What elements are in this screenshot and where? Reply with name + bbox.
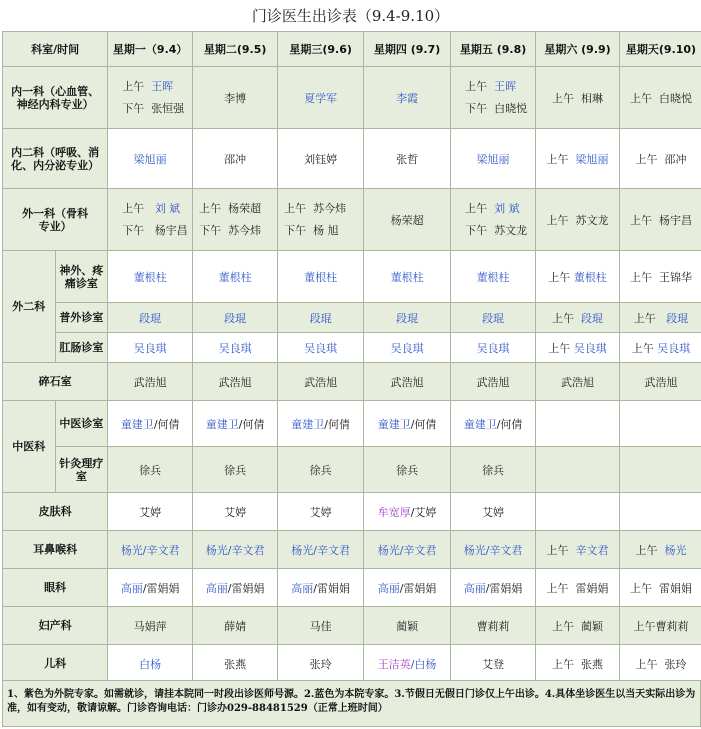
schedule-cell: 上午曹莉莉 — [620, 607, 701, 645]
schedule-cell: 上午 王晖 下午 白晓悦 — [451, 67, 536, 129]
schedule-cell: 马娟萍 — [108, 607, 193, 645]
schedule-cell: 董根柱 — [108, 251, 193, 303]
schedule-cell: 上午 雷娟娟 — [620, 569, 701, 607]
schedule-cell: 上午 吴良琪 — [620, 333, 701, 363]
schedule-cell: 白杨 — [108, 645, 193, 683]
schedule-cell: 董根柱 — [451, 251, 536, 303]
schedule-cell: 上午 段琨 — [620, 303, 701, 333]
schedule-cell-empty — [620, 401, 701, 447]
col-header-mon: 星期一（9.4） — [108, 32, 193, 67]
subdept-label: 普外诊室 — [55, 303, 108, 333]
dept-label: 妇产科 — [3, 607, 108, 645]
table-row — [3, 493, 701, 531]
schedule-cell: 上午 王晖 下午 张恒强 — [108, 67, 193, 129]
table-row — [3, 189, 701, 251]
dept-label: 耳鼻喉科 — [3, 531, 108, 569]
table-row — [3, 531, 701, 569]
table-row — [3, 333, 701, 363]
schedule-cell: 曹莉莉 — [451, 607, 536, 645]
dept-label: 内一科（心血管、神经内科专业） — [3, 67, 108, 129]
schedule-cell: 上午 苏今炜 下午 杨 旭 — [278, 189, 364, 251]
schedule-cell: 段琨 — [364, 303, 451, 333]
schedule-cell: 李霞 — [364, 67, 451, 129]
schedule-cell: 童建卫/何倩 — [193, 401, 278, 447]
table-row — [3, 401, 701, 447]
schedule-cell: 邵冲 — [193, 129, 278, 189]
schedule-cell: 上午 杨宇昌 — [620, 189, 701, 251]
schedule-cell: 牟宽厚/艾婷 — [364, 493, 451, 531]
header-row — [3, 32, 701, 67]
schedule-cell: 上午 王锦华 — [620, 251, 701, 303]
schedule-cell: 上午 杨光 — [620, 531, 701, 569]
col-header-wed: 星期三(9.6) — [278, 32, 364, 67]
schedule-cell: 杨光/辛文君 — [193, 531, 278, 569]
schedule-cell: 上午 张燕 — [536, 645, 620, 683]
schedule-cell: 段琨 — [193, 303, 278, 333]
dept-label: 外二科 — [3, 251, 56, 363]
schedule-cell: 董根柱 — [278, 251, 364, 303]
schedule-cell: 张燕 — [193, 645, 278, 683]
schedule-cell: 艾婷 — [451, 493, 536, 531]
schedule-cell: 张玲 — [278, 645, 364, 683]
schedule-cell: 上午 刘 斌 下午 苏文龙 — [451, 189, 536, 251]
col-header-sat: 星期六 (9.9) — [536, 32, 620, 67]
schedule-cell: 段琨 — [451, 303, 536, 333]
schedule-cell: 吴良琪 — [193, 333, 278, 363]
dept-label: 中医科 — [3, 401, 56, 493]
schedule-cell: 上午 蔺颖 — [536, 607, 620, 645]
table-row — [3, 645, 701, 683]
schedule-cell: 徐兵 — [364, 447, 451, 493]
schedule-cell: 上午 吴良琪 — [536, 333, 620, 363]
dept-label: 外一科（骨科专业） — [3, 189, 108, 251]
schedule-cell: 蔺颖 — [364, 607, 451, 645]
schedule-cell: 高丽/雷娟娟 — [364, 569, 451, 607]
schedule-cell: 童建卫/何倩 — [364, 401, 451, 447]
schedule-cell: 梁旭丽 — [108, 129, 193, 189]
subdept-label: 肛肠诊室 — [55, 333, 108, 363]
page-title: 门诊医生出诊表（9.4-9.10） — [251, 7, 450, 25]
col-header-sun: 星期天(9.10) — [620, 32, 701, 67]
schedule-cell: 徐兵 — [278, 447, 364, 493]
schedule-cell: 吴良琪 — [451, 333, 536, 363]
table-row — [3, 607, 701, 645]
schedule-cell: 武浩旭 — [108, 363, 193, 401]
schedule-cell: 童建卫/何倩 — [108, 401, 193, 447]
schedule-cell: 上午 刘 斌 下午 杨宇昌 — [108, 189, 193, 251]
schedule-cell: 吴良琪 — [108, 333, 193, 363]
schedule-cell: 武浩旭 — [451, 363, 536, 401]
schedule-cell-empty — [536, 447, 620, 493]
schedule-cell: 上午 辛文君 — [536, 531, 620, 569]
col-header-thu: 星期四 (9.7) — [364, 32, 451, 67]
schedule-cell: 上午 白晓悦 — [620, 67, 701, 129]
schedule-cell: 徐兵 — [451, 447, 536, 493]
table-row — [3, 569, 701, 607]
col-header-dept: 科室/时间 — [3, 32, 108, 67]
schedule-cell: 夏学军 — [278, 67, 364, 129]
schedule-cell: 上午 雷娟娟 — [536, 569, 620, 607]
schedule-cell: 梁旭丽 — [451, 129, 536, 189]
schedule-cell: 杨光/辛文君 — [278, 531, 364, 569]
dept-label: 碎石室 — [3, 363, 108, 401]
subdept-label: 中医诊室 — [55, 401, 108, 447]
schedule-cell: 段琨 — [278, 303, 364, 333]
schedule-cell: 高丽/雷娟娟 — [278, 569, 364, 607]
schedule-cell: 武浩旭 — [620, 363, 701, 401]
col-header-tue: 星期二(9.5) — [193, 32, 278, 67]
schedule-cell: 上午 邵冲 — [620, 129, 701, 189]
schedule-cell: 张哲 — [364, 129, 451, 189]
table-row — [3, 303, 701, 333]
schedule-cell: 上午 董根柱 — [536, 251, 620, 303]
schedule-cell: 薛婧 — [193, 607, 278, 645]
schedule-cell: 马佳 — [278, 607, 364, 645]
schedule-cell: 武浩旭 — [193, 363, 278, 401]
schedule-cell: 上午 张玲 — [620, 645, 701, 683]
schedule-cell-empty — [620, 493, 701, 531]
schedule-cell: 高丽/雷娟娟 — [193, 569, 278, 607]
subdept-label: 神外、疼痛诊室 — [55, 251, 108, 303]
schedule-cell: 童建卫/何倩 — [278, 401, 364, 447]
schedule-cell: 上午 梁旭丽 — [536, 129, 620, 189]
schedule-cell: 上午 相琳 — [536, 67, 620, 129]
schedule-cell: 艾婷 — [108, 493, 193, 531]
schedule-cell: 杨荣超 — [364, 189, 451, 251]
schedule-cell: 艾婷 — [278, 493, 364, 531]
subdept-label: 针灸理疗室 — [55, 447, 108, 493]
footer-note: 1、紫色为外院专家。如需就诊，请挂本院同一时段出诊医师号源。2.蓝色为本院专家。3.节假日无假日门诊仅上午出诊。4.具体坐诊医生以当天实际出诊为准，如有变动，敬请谅解。门诊咨询电话：门诊办029-88481529（正常上班时间） — [2, 680, 701, 727]
schedule-cell: 刘钰婷 — [278, 129, 364, 189]
schedule-cell: 武浩旭 — [278, 363, 364, 401]
schedule-cell-empty — [536, 493, 620, 531]
schedule-cell: 上午 段琨 — [536, 303, 620, 333]
schedule-cell: 王洁英/白杨 — [364, 645, 451, 683]
schedule-cell-empty — [620, 447, 701, 493]
schedule-cell: 艾登 — [451, 645, 536, 683]
table-row — [3, 67, 701, 129]
schedule-cell: 武浩旭 — [364, 363, 451, 401]
schedule-cell: 杨光/辛文君 — [451, 531, 536, 569]
dept-label: 内二科（呼吸、消化、内分泌专业） — [3, 129, 108, 189]
table-row — [3, 251, 701, 303]
schedule-cell: 高丽/雷娟娟 — [108, 569, 193, 607]
table-row — [3, 447, 701, 493]
schedule-cell: 杨光/辛文君 — [364, 531, 451, 569]
schedule-cell: 徐兵 — [108, 447, 193, 493]
schedule-table — [2, 31, 701, 683]
schedule-cell: 徐兵 — [193, 447, 278, 493]
schedule-cell: 上午 杨荣超 下午 苏今炜 — [193, 189, 278, 251]
schedule-cell: 吴良琪 — [364, 333, 451, 363]
schedule-cell: 武浩旭 — [536, 363, 620, 401]
table-row — [3, 129, 701, 189]
schedule-cell: 上午 苏文龙 — [536, 189, 620, 251]
schedule-cell: 杨光/辛文君 — [108, 531, 193, 569]
schedule-cell: 董根柱 — [364, 251, 451, 303]
schedule-cell: 童建卫/何倩 — [451, 401, 536, 447]
schedule-cell: 李博 — [193, 67, 278, 129]
schedule-cell: 艾婷 — [193, 493, 278, 531]
schedule-cell: 吴良琪 — [278, 333, 364, 363]
dept-label: 眼科 — [3, 569, 108, 607]
table-row — [3, 363, 701, 401]
col-header-fri: 星期五 (9.8) — [451, 32, 536, 67]
dept-label: 皮肤科 — [3, 493, 108, 531]
schedule-cell: 段琨 — [108, 303, 193, 333]
dept-label: 儿科 — [3, 645, 108, 683]
schedule-cell-empty — [536, 401, 620, 447]
schedule-cell: 高丽/雷娟娟 — [451, 569, 536, 607]
schedule-cell: 董根柱 — [193, 251, 278, 303]
